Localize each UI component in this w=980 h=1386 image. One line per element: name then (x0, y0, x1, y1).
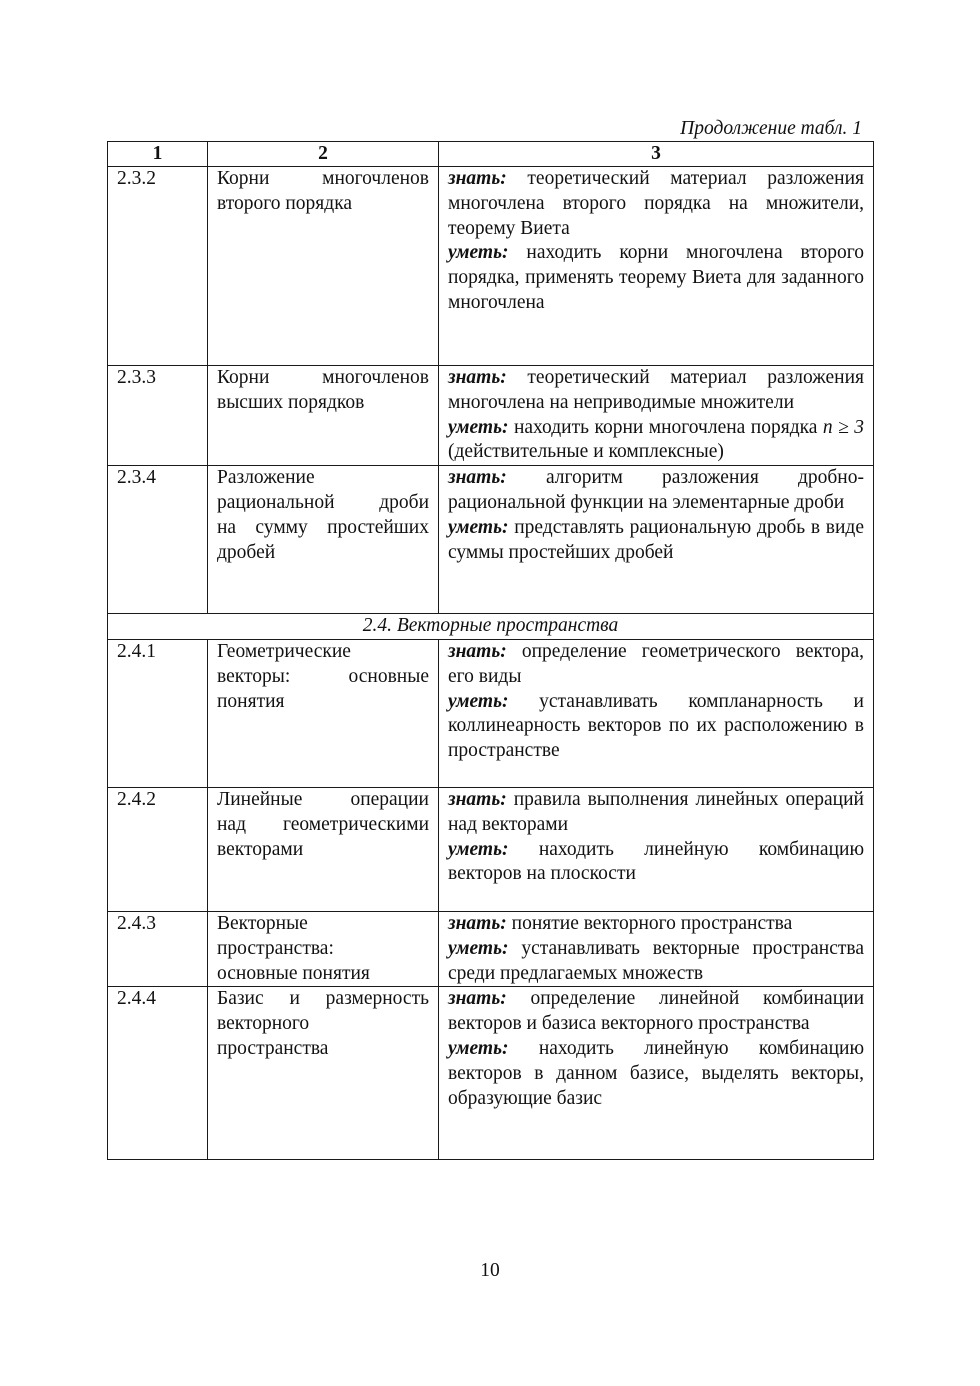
row-number: 2.4.2 (108, 787, 208, 911)
row-topic (208, 366, 439, 466)
section-title: 2.4. Векторные пространства (108, 614, 874, 640)
row-number: 2.3.3 (108, 366, 208, 466)
row-number: 2.3.4 (108, 466, 208, 614)
topic-line: векторы: основные (217, 665, 429, 687)
know-value: теоретический материал разложения многочлена на неприводимые множители (448, 367, 865, 413)
topic-line: пространства: (217, 937, 334, 959)
know-text (448, 640, 864, 690)
know-value: понятие векторного пространства (511, 912, 793, 934)
row-description (439, 366, 874, 466)
can-text (448, 937, 864, 987)
header-col-2: 2 (208, 142, 439, 167)
topic-line: основные понятия (217, 962, 370, 984)
can-value: находить линейную комбинацию векторов в данном базисе, выделять векторы, образующие базис (448, 1037, 865, 1109)
can-label: уметь: (448, 937, 509, 959)
can-value: устанавливать компланарность и коллинеарность векторов по их расположению в пространстве (448, 690, 864, 762)
row-number: 2.4.1 (108, 639, 208, 787)
table-header-row (108, 142, 874, 167)
know-value: определение геометрического вектора, его виды (448, 640, 864, 687)
know-label: знать: (448, 788, 507, 810)
row-description (439, 987, 874, 1160)
can-text (448, 690, 864, 764)
topic-line: второго порядка (217, 192, 353, 214)
row-description (439, 911, 874, 986)
table-row (108, 167, 874, 366)
table-continuation-caption: Продолжение табл. 1 (680, 118, 862, 139)
can-text (448, 516, 864, 566)
know-label: знать: (448, 640, 507, 662)
know-label: знать: (448, 988, 507, 1010)
can-text (448, 241, 864, 315)
know-text (448, 366, 864, 416)
row-topic (208, 987, 439, 1160)
topic-line: Корни многочленов (217, 168, 429, 189)
know-label: знать: (448, 168, 507, 189)
math-expression: n ≥ 3 (822, 416, 865, 438)
can-label: уметь: (448, 838, 509, 860)
row-description (439, 639, 874, 787)
topic-line: пространства (217, 1037, 329, 1059)
competency-table (107, 141, 874, 1160)
table-row (108, 911, 874, 986)
row-topic (208, 466, 439, 614)
can-label: уметь: (448, 416, 509, 438)
row-topic (208, 167, 439, 366)
can-label: уметь: (448, 242, 509, 264)
topic-line: над геометрическими (217, 813, 429, 835)
know-text (448, 788, 864, 838)
section-row (108, 614, 874, 640)
can-text (448, 1037, 864, 1111)
can-value: представлять рациональную дробь в виде суммы простейших дробей (448, 516, 865, 563)
know-value: алгоритм разложения дробно-рациональной функции на элементарные дроби (448, 467, 864, 513)
topic-line: Геометрические (217, 640, 351, 662)
know-label: знать: (448, 367, 507, 388)
row-description (439, 787, 874, 911)
can-label: уметь: (448, 516, 509, 538)
know-text (448, 912, 864, 937)
topic-line: на сумму простейших (217, 516, 429, 538)
can-text (448, 416, 864, 466)
topic-line: Векторные (217, 912, 308, 934)
row-description (439, 466, 874, 614)
know-value: правила выполнения линейных операций над векторами (448, 788, 864, 835)
topic-line: высших порядков (217, 391, 365, 413)
table-row (108, 639, 874, 787)
row-number: 2.4.4 (108, 987, 208, 1160)
know-text (448, 987, 864, 1037)
topic-line: понятия (217, 690, 285, 712)
can-text (448, 838, 864, 888)
topic-line: векторами (217, 838, 304, 860)
know-text (448, 167, 864, 241)
can-tail: (действительные и комплексные) (448, 441, 724, 463)
topic-line: Корни многочленов (217, 367, 429, 388)
can-value: находить корни многочлена второго порядка, применять теорему Виета для заданного многочлена (448, 242, 865, 313)
topic-line: Базис и размерность (217, 988, 429, 1010)
topic-line: векторного (217, 1013, 310, 1035)
row-topic (208, 639, 439, 787)
row-topic (208, 787, 439, 911)
topic-line: Разложение (217, 467, 315, 489)
page-number: 10 (480, 1260, 500, 1281)
know-label: знать: (448, 467, 507, 489)
topic-line: рациональной дроби (217, 491, 429, 513)
table-row (108, 987, 874, 1160)
topic-line: дробей (217, 541, 276, 563)
table-row (108, 787, 874, 911)
know-value: теоретический материал разложения многочлена второго порядка на множители, теорему Виета (448, 168, 865, 239)
can-value: устанавливать векторные пространства среди предлагаемых множеств (448, 937, 864, 984)
can-label: уметь: (448, 1037, 509, 1059)
row-topic (208, 911, 439, 986)
can-value: находить линейную комбинацию векторов на плоскости (448, 838, 865, 885)
row-description (439, 167, 874, 366)
table-row (108, 366, 874, 466)
header-col-3: 3 (439, 142, 874, 167)
can-value: находить корни многочлена порядка (513, 416, 818, 438)
row-number: 2.3.2 (108, 167, 208, 366)
can-label: уметь: (448, 690, 509, 712)
row-number: 2.4.3 (108, 911, 208, 986)
know-label: знать: (448, 912, 507, 934)
know-value: определение линейной комбинации векторов и базиса векторного пространства (448, 988, 865, 1035)
header-col-1: 1 (108, 142, 208, 167)
table-row (108, 466, 874, 614)
know-text (448, 466, 864, 516)
topic-line: Линейные операции (217, 788, 429, 810)
